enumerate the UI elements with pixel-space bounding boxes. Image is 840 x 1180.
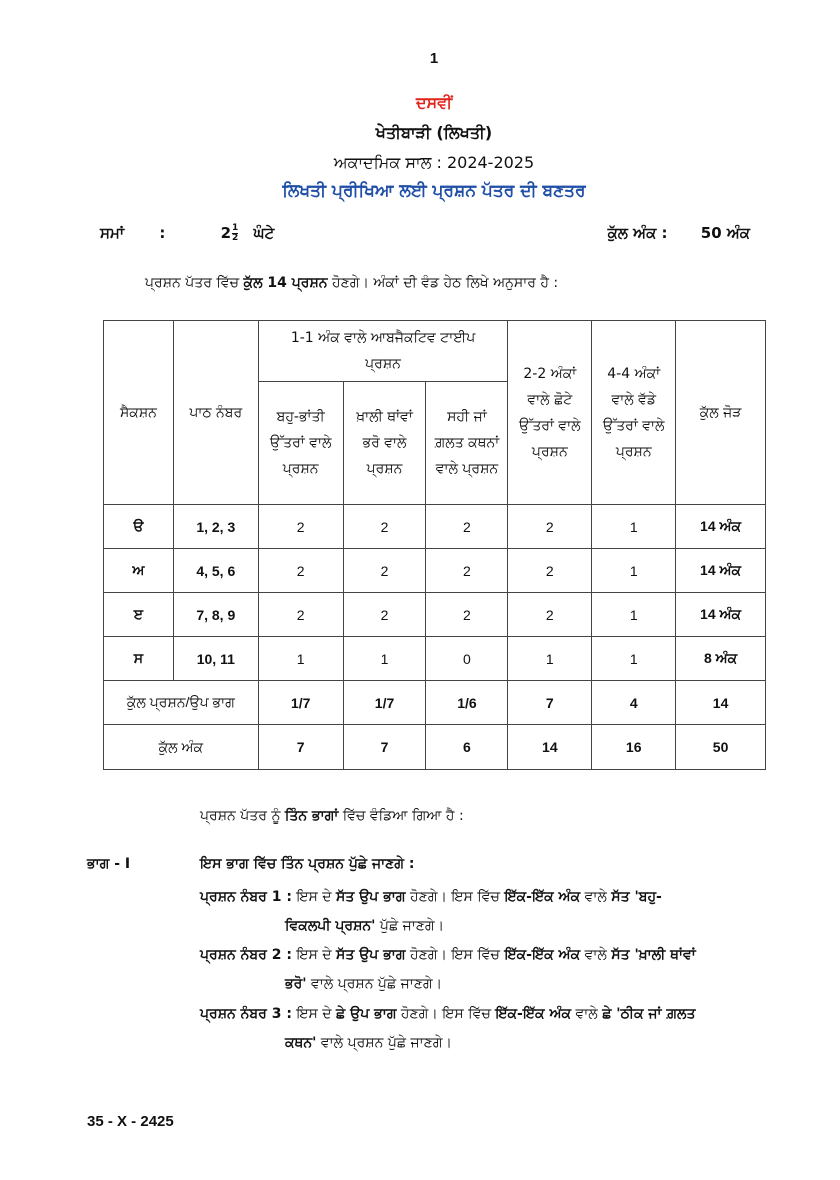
question-number: ਪ੍ਰਸ਼ਨ ਨੰਬਰ 1 : bbox=[200, 889, 292, 905]
cell-tf: 6 bbox=[426, 725, 508, 770]
cell-long: 16 bbox=[592, 725, 676, 770]
q-text: ਵਾਲੇ ਪ੍ਰਸ਼ਨ ਪੁੱਛੇ ਜਾਣਗੇ। bbox=[316, 1035, 452, 1051]
header-fill-blanks: ਖ਼ਾਲੀ ਥਾਂਵਾਂ ਭਰੋ ਵਾਲੇ ਪ੍ਰਸ਼ਨ bbox=[343, 382, 426, 505]
cell-tf: 2 bbox=[426, 549, 508, 593]
cell-lessons: 10, 11 bbox=[173, 637, 258, 681]
total-marks-info bbox=[608, 224, 750, 242]
cell-long: 1 bbox=[592, 637, 676, 681]
table-row bbox=[104, 505, 766, 549]
document-title: ਲਿਖਤੀ ਪ੍ਰੀਖਿਆ ਲਈ ਪ੍ਰਸ਼ਨ ਪੱਤਰ ਦੀ ਬਣਤਰ bbox=[282, 181, 586, 201]
fraction-numerator: 1 bbox=[232, 223, 239, 233]
q-bold: ਇੱਕ-ਇੱਕ ਅੰਕ bbox=[504, 889, 581, 905]
parts-intro-text-end: ਵਿੱਚ ਵੰਡਿਆ ਗਿਆ ਹੈ : bbox=[338, 808, 464, 824]
total-marks-row bbox=[104, 725, 766, 770]
parts-intro-text: ਪ੍ਰਸ਼ਨ ਪੱਤਰ ਨੂੰ bbox=[200, 808, 285, 824]
cell-section: ੳ bbox=[104, 505, 174, 549]
question-continuation bbox=[200, 1029, 775, 1058]
header-section: ਸੈਕਸ਼ਨ bbox=[104, 321, 174, 505]
question-number: ਪ੍ਰਸ਼ਨ ਨੰਬਰ 2 : bbox=[200, 947, 292, 963]
cell-fill: 1/7 bbox=[343, 681, 426, 725]
time-whole: 2 bbox=[220, 224, 232, 242]
cell-mcq: 2 bbox=[258, 593, 343, 637]
question-continuation bbox=[200, 970, 775, 999]
cell-fill: 2 bbox=[343, 593, 426, 637]
q-text: ਹੋਣਗੇ। ਇਸ ਵਿੱਚ bbox=[396, 1006, 496, 1022]
q-bold: ਵਿਕਲਪੀ ਪ੍ਰਸ਼ਨ' bbox=[285, 918, 376, 934]
q-text: ਵਾਲੇ bbox=[571, 1006, 603, 1022]
cell-tf: 1/6 bbox=[426, 681, 508, 725]
q-bold: ਸੱਤ ਉਪ ਭਾਗ bbox=[336, 947, 406, 963]
cell-long: 1 bbox=[592, 593, 676, 637]
intro-text-end: ਹੋਣਗੇ। ਅੰਕਾਂ ਦੀ ਵੰਡ ਹੇਠ ਲਿਖੇ ਅਨੁਸਾਰ ਹੈ : bbox=[327, 275, 559, 291]
intro-paragraph bbox=[145, 275, 558, 291]
document-code: 35 - X - 2425 bbox=[87, 1113, 174, 1130]
header-short: 2-2 ਅੰਕਾਂ ਵਾਲੇ ਛੋਟੇ ਉੱਤਰਾਂ ਵਾਲੇ ਪ੍ਰਸ਼ਨ bbox=[508, 321, 592, 505]
q-text: ਵਾਲੇ ਪ੍ਰਸ਼ਨ ਪੁੱਛੇ ਜਾਣਗੇ। bbox=[306, 976, 443, 992]
cell-tf: 0 bbox=[426, 637, 508, 681]
q-bold: ਛੇ 'ਠੀਕ ਜਾਂ ਗ਼ਲਤ bbox=[602, 1006, 696, 1022]
header-mcq: ਬਹੁ-ਭਾਂਤੀ ਉੱਤਰਾਂ ਵਾਲੇ ਪ੍ਰਸ਼ਨ bbox=[258, 382, 343, 505]
marks-distribution-table bbox=[103, 320, 766, 770]
question-2-description bbox=[200, 941, 775, 999]
time-unit: ਘੰਟੇ bbox=[253, 224, 275, 242]
cell-total: 14 bbox=[676, 681, 766, 725]
intro-bold: ਕੁੱਲ 14 ਪ੍ਰਸ਼ਨ bbox=[243, 275, 328, 291]
q-bold: ਛੇ ਉਪ ਭਾਗ bbox=[336, 1006, 397, 1022]
q-bold: ਇੱਕ-ਇੱਕ ਅੰਕ bbox=[495, 1006, 572, 1022]
parts-intro bbox=[200, 808, 464, 824]
q-text: ਹੋਣਗੇ। ਇਸ ਵਿੱਚ bbox=[405, 889, 505, 905]
question-number: ਪ੍ਰਸ਼ਨ ਨੰਬਰ 3 : bbox=[200, 1006, 292, 1022]
cell-short: 7 bbox=[508, 681, 592, 725]
question-3-description bbox=[200, 1000, 775, 1058]
total-questions-label: ਕੁੱਲ ਪ੍ਰਸ਼ਨ/ਉਪ ਭਾਗ bbox=[104, 681, 259, 725]
intro-text: ਪ੍ਰਸ਼ਨ ਪੱਤਰ ਵਿੱਚ bbox=[145, 275, 244, 291]
academic-year-label: ਅਕਾਦਮਿਕ ਸਾਲ : bbox=[333, 153, 442, 172]
q-text: ਇਸ ਦੇ bbox=[291, 889, 337, 905]
cell-short: 2 bbox=[508, 505, 592, 549]
table-row bbox=[104, 593, 766, 637]
q-bold: ਸੱਤ 'ਬਹੁ- bbox=[611, 889, 662, 905]
cell-total: 50 bbox=[676, 725, 766, 770]
q-text: ਵਾਲੇ bbox=[580, 947, 612, 963]
question-1-description bbox=[200, 883, 775, 941]
cell-long: 1 bbox=[592, 549, 676, 593]
q-bold: ਸੱਤ 'ਖ਼ਾਲੀ ਥਾਂਵਾਂ bbox=[611, 947, 696, 963]
academic-year bbox=[0, 153, 840, 173]
q-text: ਇਸ ਦੇ bbox=[291, 1006, 337, 1022]
total-marks-label: ਕੁੱਲ ਅੰਕ bbox=[104, 725, 259, 770]
part-1-description: ਇਸ ਭਾਗ ਵਿੱਚ ਤਿੰਨ ਪ੍ਰਸ਼ਨ ਪੁੱਛੇ ਜਾਣਗੇ : bbox=[200, 856, 415, 872]
cell-short: 2 bbox=[508, 593, 592, 637]
cell-tf: 2 bbox=[426, 505, 508, 549]
cell-long: 4 bbox=[592, 681, 676, 725]
cell-mcq: 1/7 bbox=[258, 681, 343, 725]
cell-total: 8 ਅੰਕ bbox=[676, 637, 766, 681]
cell-tf: 2 bbox=[426, 593, 508, 637]
question-continuation bbox=[200, 912, 775, 941]
time-colon: : bbox=[159, 224, 166, 242]
cell-fill: 1 bbox=[343, 637, 426, 681]
q-text: ਇਸ ਦੇ bbox=[291, 947, 337, 963]
table-row bbox=[104, 549, 766, 593]
parts-intro-bold: ਤਿੰਨ ਭਾਗਾਂ bbox=[284, 808, 339, 824]
cell-fill: 2 bbox=[343, 549, 426, 593]
academic-year-value: 2024-2025 bbox=[446, 153, 535, 172]
class-heading: ਦਸਵੀਂ bbox=[415, 93, 453, 112]
q-text: ਵਾਲੇ bbox=[580, 889, 612, 905]
cell-section: ਅ bbox=[104, 549, 174, 593]
cell-mcq: 7 bbox=[258, 725, 343, 770]
cell-total: 14 ਅੰਕ bbox=[676, 505, 766, 549]
cell-lessons: 7, 8, 9 bbox=[173, 593, 258, 637]
header-lesson: ਪਾਠ ਨੰਬਰ bbox=[173, 321, 258, 505]
cell-total: 14 ਅੰਕ bbox=[676, 593, 766, 637]
time-fraction bbox=[232, 224, 238, 243]
cell-short: 1 bbox=[508, 637, 592, 681]
cell-short: 2 bbox=[508, 549, 592, 593]
cell-total: 14 ਅੰਕ bbox=[676, 549, 766, 593]
cell-fill: 7 bbox=[343, 725, 426, 770]
header-long: 4-4 ਅੰਕਾਂ ਵਾਲੇ ਵੱਡੇ ਉੱਤਰਾਂ ਵਾਲੇ ਪ੍ਰਸ਼ਨ bbox=[592, 321, 676, 505]
time-info bbox=[100, 224, 274, 243]
cell-fill: 2 bbox=[343, 505, 426, 549]
q-bold: ਇੱਕ-ਇੱਕ ਅੰਕ bbox=[504, 947, 581, 963]
q-text: ਪੁੱਛੇ ਜਾਣਗੇ। bbox=[375, 918, 445, 934]
cell-section: ੲ bbox=[104, 593, 174, 637]
cell-mcq: 2 bbox=[258, 549, 343, 593]
q-bold: ਕਥਨ' bbox=[285, 1035, 317, 1051]
cell-section: ਸ bbox=[104, 637, 174, 681]
cell-lessons: 4, 5, 6 bbox=[173, 549, 258, 593]
cell-lessons: 1, 2, 3 bbox=[173, 505, 258, 549]
part-1-label: ਭਾਗ - I bbox=[87, 856, 131, 872]
cell-mcq: 2 bbox=[258, 505, 343, 549]
q-text: ਹੋਣਗੇ। ਇਸ ਵਿੱਚ bbox=[405, 947, 505, 963]
cell-short: 14 bbox=[508, 725, 592, 770]
q-bold: ਭਰੋ' bbox=[285, 976, 307, 992]
total-marks-label: ਕੁੱਲ ਅੰਕ : bbox=[607, 224, 668, 242]
page-number: 1 bbox=[429, 50, 439, 67]
q-bold: ਸੱਤ ਉਪ ਭਾਗ bbox=[336, 889, 406, 905]
header-true-false: ਸਹੀ ਜਾਂ ਗ਼ਲਤ ਕਥਨਾਂ ਵਾਲੇ ਪ੍ਰਸ਼ਨ bbox=[426, 382, 508, 505]
header-total: ਕੁੱਲ ਜੋੜ bbox=[676, 321, 766, 505]
total-marks-value: 50 ਅੰਕ bbox=[700, 224, 750, 242]
time-label: ਸਮਾਂ bbox=[100, 224, 125, 242]
cell-long: 1 bbox=[592, 505, 676, 549]
header-objective-group: 1-1 ਅੰਕ ਵਾਲੇ ਆਬਜੈਕਟਿਵ ਟਾਈਪ ਪ੍ਰਸ਼ਨ bbox=[258, 321, 508, 382]
subject-heading: ਖੇਤੀਬਾੜੀ (ਲਿਖਤੀ) bbox=[375, 123, 493, 142]
cell-mcq: 1 bbox=[258, 637, 343, 681]
table-row bbox=[104, 637, 766, 681]
total-questions-row bbox=[104, 681, 766, 725]
fraction-denominator: 2 bbox=[232, 233, 239, 243]
